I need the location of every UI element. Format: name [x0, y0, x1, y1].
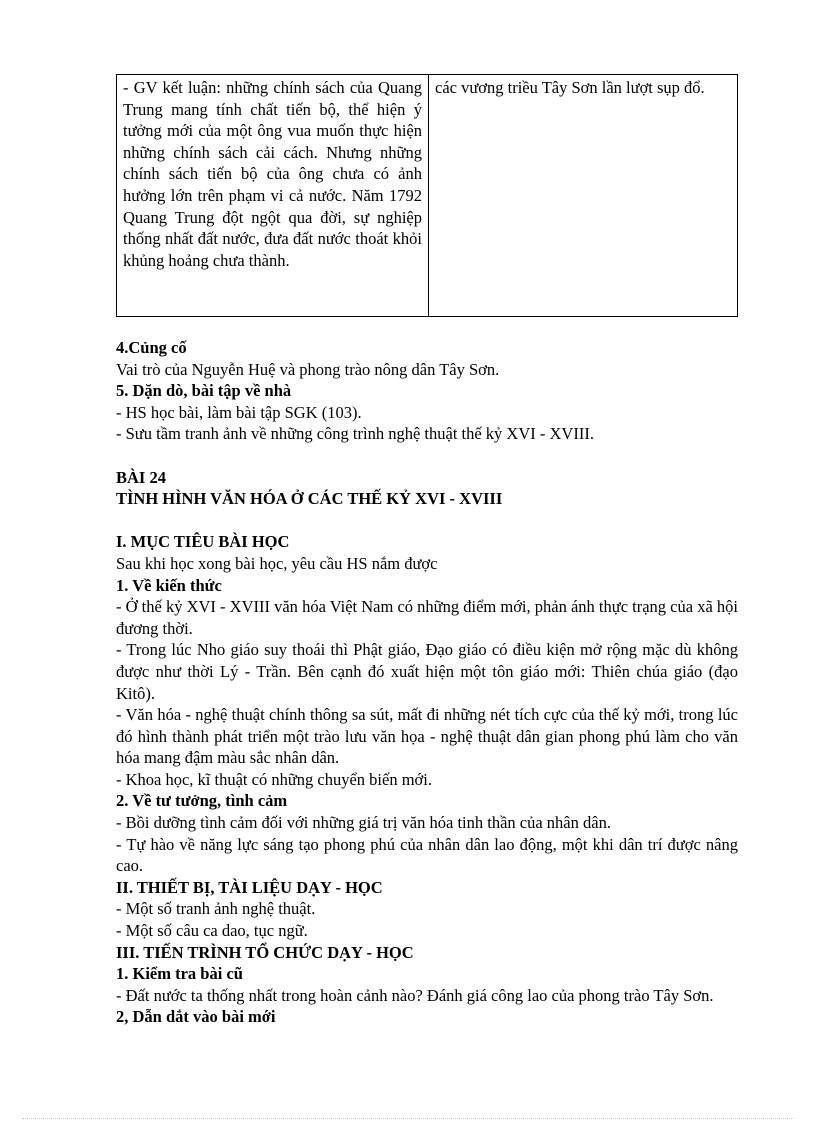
student-activity-cell: các vương triều Tây Sơn lần lượt sụp đổ. — [429, 75, 738, 317]
equipment-item: - Một số câu ca dao, tục ngữ. — [116, 921, 308, 941]
knowledge-heading: 1. Về kiến thức — [116, 575, 222, 595]
objectives-heading: I. MỤC TIÊU BÀI HỌC — [116, 532, 290, 552]
knowledge-item: - Văn hóa - nghệ thuật chính thông sa sút, mất đi những nét tích cực của thế kỷ mới, trong lúc đó hình thành phát triển một trào lưu văn họa - nghệ thuật dân gian phong phú làm cho văn hóa mang đậm màu sắc nhân dân. — [116, 705, 738, 768]
equipment-item: - Một số tranh ảnh nghệ thuật. — [116, 899, 316, 919]
knowledge-item: - Khoa học, kĩ thuật có những chuyển biến mới. — [116, 769, 432, 789]
activity-table — [116, 74, 738, 317]
equipment-heading: II. THIẾT BỊ, TÀI LIỆU DẠY - HỌC — [116, 877, 383, 897]
homework-item: - HS học bài, làm bài tập SGK (103). — [116, 402, 362, 422]
check-item: - Đất nước ta thống nhất trong hoàn cảnh nào? Đánh giá công lao của phong trào Tây Sơn. — [116, 985, 714, 1005]
lesson-title: TÌNH HÌNH VĂN HÓA Ở CÁC THẾ KỶ XVI - XVIII — [116, 489, 503, 509]
page-footer-divider — [22, 1118, 794, 1119]
attitude-item: - Bồi dưỡng tình cảm đối với những giá trị văn hóa tinh thần của nhân dân. — [116, 813, 611, 833]
lesson-number: BÀI 24 — [116, 467, 166, 487]
teacher-activity-cell: - GV kết luận: những chính sách của Quang Trung mang tính chất tiến bộ, thể hiện ý tưởng mới của một ông vua muốn thực hiện những chính sách cải cách. Nhưng những chính sách tiến bộ của ông chưa có ảnh hưởng lớn trên phạm vi cả nước. Năm 1792 Quang Trung đột ngột qua đời, sự nghiệp thống nhất đất nước, đưa đất nước thoát khỏi khủng hoảng chưa thành. — [117, 75, 429, 317]
section5-heading: 5. Dặn dò, bài tập về nhà — [116, 381, 292, 401]
attitude-heading: 2. Về tư tưởng, tình cảm — [116, 791, 288, 811]
process-heading: III. TIẾN TRÌNH TỔ CHỨC DẠY - HỌC — [116, 942, 414, 962]
document-page — [116, 74, 738, 1028]
section4-heading: 4.Củng cố — [116, 338, 187, 357]
table-row — [117, 75, 738, 317]
knowledge-item: - Trong lúc Nho giáo suy thoái thì Phật giáo, Đạo giáo có điều kiện mở rộng mặc dù không được như thời Lý - Trần. Bên cạnh đó xuất hiện một tôn giáo mới: Thiên chúa giáo (đạo Kitô). — [116, 640, 738, 703]
check-heading: 1. Kiểm tra bài cũ — [116, 964, 243, 984]
objectives-intro: Sau khi học xong bài học, yêu cầu HS nắm được — [116, 553, 438, 573]
section4-text: Vai trò của Nguyễn Huệ và phong trào nông dân Tây Sơn. — [116, 359, 500, 379]
knowledge-item: - Ở thế kỷ XVI - XVIII văn hóa Việt Nam có những điểm mới, phản ánh thực trạng của xã hội đương thời. — [116, 597, 738, 638]
intro-heading: 2, Dẫn dắt vào bài mới — [116, 1007, 276, 1027]
attitude-item: - Tự hào về năng lực sáng tạo phong phú của nhân dân lao động, một khi dân trí được nâng cao. — [116, 834, 738, 876]
document-body — [116, 337, 738, 1028]
homework-item: - Sưu tầm tranh ảnh về những công trình nghệ thuật thế kỷ XVI - XVIII. — [116, 424, 594, 444]
